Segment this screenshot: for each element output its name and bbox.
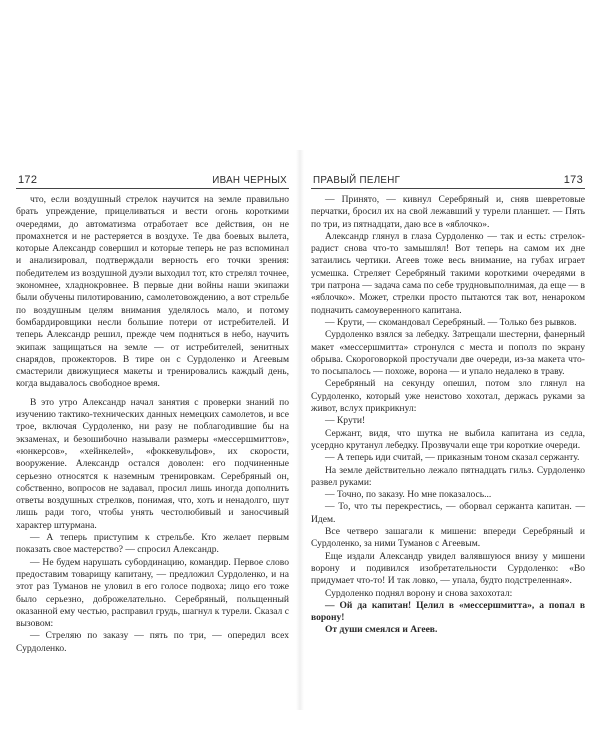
right-page bbox=[311, 172, 585, 637]
right-page-body bbox=[311, 194, 585, 637]
paragraph: — А теперь иди считай, — приказным тоном сказал сержанту. bbox=[325, 452, 580, 464]
left-running-head: ИВАН ЧЕРНЫХ bbox=[212, 175, 287, 186]
left-page-body bbox=[16, 194, 289, 655]
paragraph: Еще издали Александр увидел валявшуюся внизу у мишени ворону и подивился изобретательности Сурдоленко: «Во придумает что-то! И так ловко, — упала, будто подстреленная». bbox=[311, 550, 585, 587]
paragraph: — Не будем нарушать субординацию, командир. Первое слово предоставим товарищу капитану, — предложил Сурдоленко, и на этот раз Туманов не уловил в его голосе подвоха; лицо его тоже было серьезно, доброжелательно. Серебряный, польщенный оказанной ему честью, расправил грудь, шагнул к турели. Сказал с вызовом: bbox=[16, 556, 289, 630]
left-page-number: 172 bbox=[18, 174, 38, 186]
paragraph: — Крути! bbox=[325, 415, 366, 427]
paragraph: Серебряный на секунду опешил, потом зло глянул на Сурдоленко, который уже неистово хохотал, держась руками за живот, вслух прикрикнул: bbox=[311, 378, 585, 415]
paragraph: В это утро Александр начал занятия с проверки знаний по изучению тактико-технических данных немецких самолетов, и все трое, включая Сурдоленко, ни разу не поблагодившие бы на экзаменах, и безошибочно называли размеры «мессершмиттов», «юнкерсов», «хейнкелей», «фоккевульфов», их скорости, вооружение. Александр остался доволен: его подчиненные серьезно относятся к наземным тренировкам. Серебряный он, собственно, вопросов не задавал, просил лишь иногда дополнить ответы воздушных стрелков, понимая, что, хоть и ненадолго, шут лишь ради того, чтобы унять честолюбивый и заносчивый характер штурмана. bbox=[16, 396, 289, 531]
book-gutter bbox=[296, 150, 304, 710]
paragraph: На земле действительно лежало пятнадцать гильз. Сурдоленко развел руками: bbox=[311, 464, 585, 488]
paragraph: От души смеялся и Агеев. bbox=[325, 624, 438, 636]
paragraph: Все четверо зашагали к мишени: впереди Серебряный и Сурдоленко, за ними Туманов с Агеевым. bbox=[311, 526, 585, 550]
right-page-number: 173 bbox=[563, 174, 583, 186]
left-page bbox=[16, 172, 289, 655]
paragraph: Сурдоленко поднял ворону и снова захохотал: bbox=[325, 587, 513, 599]
paragraph: — А теперь приступим к стрельбе. Кто желает первым показать свое мастерство? — спросил Александр. bbox=[16, 532, 289, 556]
paragraph: — Ой да капитан! Целил в «мессершмитта», а попал в ворону! bbox=[311, 599, 585, 624]
paragraph: — Принято, — кивнул Серебряный и, сняв шевретовые перчатки, бросил их на свой лежавший у турели планшет. — Пять по три, из пятнадцати, даю все в «яблочко». bbox=[311, 194, 585, 230]
paragraph: — То, что ты перекрестись, — оборвал сержанта капитан. — Идем. bbox=[311, 501, 585, 525]
left-page-header bbox=[16, 172, 289, 189]
paragraph: Сурдоленко взялся за лебедку. Затрещали шестерни, фанерный макет «мессершмитта» стронулся с места и пополз по экрану обрыва. Скороговоркой простучали две очереди, из-за макета что-то посыпалось — похоже, ворона — и упало недалеко в траву. bbox=[311, 329, 585, 378]
paragraph: — Точно, по заказу. Но мне показалось... bbox=[325, 489, 492, 501]
paragraph: — Стреляю по заказу — пять по три, — опередил всех Сурдоленко. bbox=[16, 630, 289, 654]
paragraph: что, если воздушный стрелок научится на земле правильно брать упреждение, прицеливаться и вести огонь короткими очередями, до автоматизма отработает все действия, он не промахнется и не растеряется в воздухе. Те два боевых вылета, которые Александр совершил и которые теперь не раз вспоминал и анализировал, подтверждали верность его точки зрения: победителем из воздушной дуэли выходил тот, кто стрелял точнее, экономнее, хладнокровнее. В первые дни войны наши экипажи были обучены пилотированию, самолетовождению, а вот стрельбе по воздушным целям внимания уделялось мало, и потому бомбардировщики несли большие потери от истребителей. И теперь Александр решил, прежде чем подняться в небо, научить экипаж защищаться на земле — от истребителей, зенитных снарядов, прожекторов. В тире он с Сурдоленко и Агеевым смастерили движущиеся макеты и тренировались каждый день, когда выдавалось свободное время. bbox=[16, 194, 289, 390]
right-running-head: ПРАВЫЙ ПЕЛЕНГ bbox=[313, 175, 401, 186]
paragraph: — Крути, — скомандовал Серебряный. — Только без рывков. bbox=[325, 316, 577, 328]
paragraph: Сержант, видя, что шутка не выбила капитана из седла, усердно крутанул лебедку. Прозвучали еще три короткие очереди. bbox=[311, 427, 585, 451]
paragraph: Александр глянул в глаза Сурдоленко — так и есть: стрелок-радист снова что-то замышлял! Вот теперь на самом их дне затаились чертики. Агеев тоже весь внимание, на губах играет усмешка. Стреляет Серебряный такими короткими очередями в три патрона — задача сама по себе трудновыполнимая, да еще — в «яблочко». Может, стрелки просто пытаются так вот, ненароком подначить самоуверенного капитана. bbox=[311, 230, 585, 316]
right-page-header bbox=[311, 172, 585, 189]
